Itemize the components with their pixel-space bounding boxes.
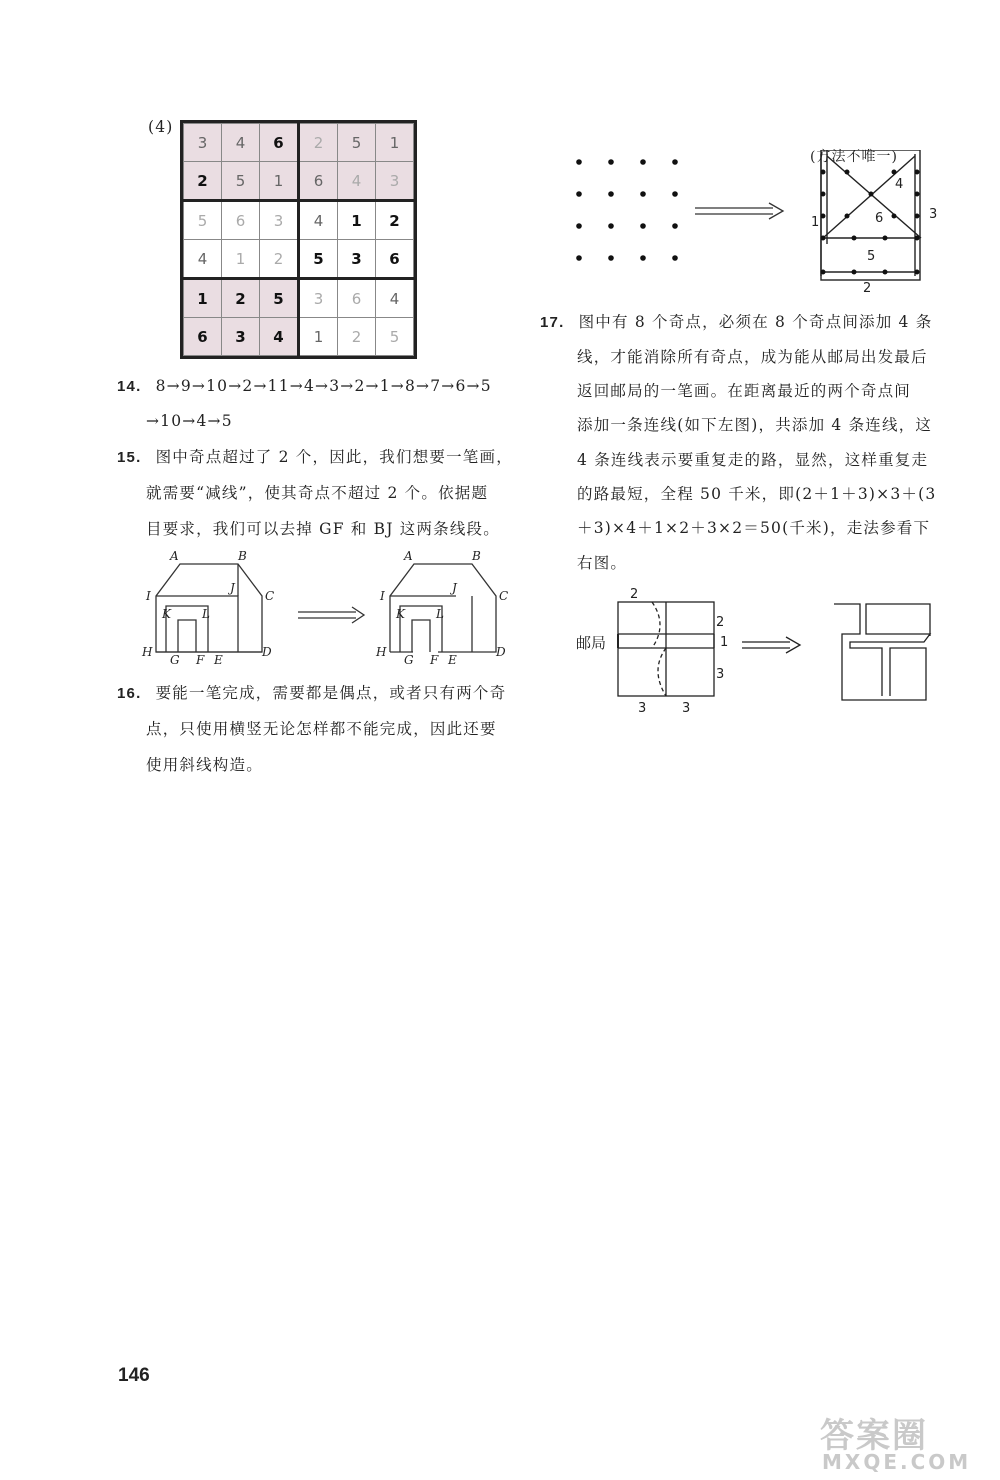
sudoku-cell: 4 — [376, 279, 414, 318]
grid-dot — [576, 159, 582, 165]
sudoku-cell: 6 — [376, 240, 414, 279]
sudoku-cell: 3 — [338, 240, 376, 279]
dim-3-bottom-left: 3 — [638, 701, 647, 716]
grid-dot — [576, 223, 582, 229]
grid-dot — [640, 159, 646, 165]
answer-line: 就需要“减线”，使其奇点不超过 2 个。依据题 — [146, 484, 489, 502]
answer-line: 的路最短，全程 50 千米，即(2＋1＋3)×3＋(3 — [577, 485, 937, 503]
grid-dot — [608, 191, 614, 197]
answer-line: 要能一笔完成，需要都是偶点，或者只有两个奇 — [155, 684, 507, 702]
post-office-label: 邮局 — [576, 634, 607, 652]
dot-grid-figure — [565, 150, 950, 300]
grid-dot — [576, 191, 582, 197]
sudoku-cell: 2 — [299, 124, 338, 162]
sudoku-cell: 1 — [338, 201, 376, 240]
grid-dot — [640, 255, 646, 261]
grid-dot — [640, 191, 646, 197]
method-note: (方法不唯一) — [810, 149, 898, 165]
label-E: E — [448, 653, 457, 667]
sudoku-cell: 3 — [299, 279, 338, 318]
answer-line: 使用斜线构造。 — [146, 756, 263, 774]
watermark-logo: 答案圈 — [820, 1416, 928, 1456]
grid-dot — [608, 223, 614, 229]
grid-dot — [576, 255, 582, 261]
sudoku-cell: 2 — [260, 240, 299, 279]
page-number: 146 — [118, 1365, 150, 1386]
house-figures — [138, 544, 518, 672]
answer-line: 点，只使用横竖无论怎样都不能完成，因此还要 — [146, 720, 497, 738]
question-number: 15. — [117, 449, 142, 466]
label-F: F — [196, 653, 205, 667]
question-15 — [117, 442, 513, 473]
answer-line: 4 条连线表示要重复走的路，显然，这样重复走 — [577, 451, 929, 469]
label-E: E — [214, 653, 223, 667]
label-G: G — [170, 653, 180, 667]
sudoku-cell: 3 — [260, 201, 299, 240]
label-C: C — [499, 589, 509, 603]
sudoku-grid — [180, 120, 417, 359]
grid-dot — [672, 191, 678, 197]
sudoku-cell: 4 — [299, 201, 338, 240]
sudoku-cell: 2 — [222, 279, 260, 318]
sudoku-cell: 2 — [184, 162, 222, 201]
label-H: H — [142, 645, 153, 659]
sudoku-cell: 1 — [376, 124, 414, 162]
label-I: I — [380, 589, 385, 603]
label-C: C — [265, 589, 275, 603]
sudoku-label: (4) — [148, 118, 174, 136]
question-14 — [117, 371, 492, 402]
fig-label-6: 6 — [875, 211, 884, 226]
sudoku-cell: 5 — [338, 124, 376, 162]
label-K: K — [396, 607, 405, 621]
sudoku-cell: 5 — [299, 240, 338, 279]
fig-label-2: 2 — [863, 281, 872, 296]
sudoku-cell: 4 — [184, 240, 222, 279]
sudoku-cell: 6 — [184, 318, 222, 356]
answer-line: 8→9→10→2→11→4→3→2→1→8→7→6→5 — [155, 377, 492, 395]
grid-dot — [608, 159, 614, 165]
fig-label-5: 5 — [867, 249, 876, 264]
answer-line: 线，才能消除所有奇点，成为能从邮局出发最后 — [577, 348, 928, 366]
answer-line: 目要求，我们可以去掉 GF 和 BJ 这两条线段。 — [146, 520, 500, 538]
answer-line: 添加一条连线(如下左图)，共添加 4 条连线，这 — [577, 416, 933, 434]
fig-label-4: 4 — [895, 177, 904, 192]
label-G: G — [404, 653, 414, 667]
sudoku-cell: 6 — [260, 124, 299, 162]
dim-3-right: 3 — [716, 667, 725, 682]
sudoku-cell: 1 — [299, 318, 338, 356]
sudoku-cell: 2 — [338, 318, 376, 356]
question-number: 14. — [117, 378, 142, 395]
sudoku-cell: 3 — [184, 124, 222, 162]
label-A: A — [404, 549, 413, 563]
label-J: J — [230, 581, 235, 595]
sudoku-cell: 6 — [299, 162, 338, 201]
question-number: 16. — [117, 685, 142, 702]
answer-line: 图中有 8 个奇点，必须在 8 个奇点间添加 4 条 — [578, 313, 933, 331]
dim-1: 1 — [720, 635, 729, 650]
sudoku-cell: 3 — [376, 162, 414, 201]
sudoku-cell: 5 — [184, 201, 222, 240]
label-B: B — [472, 549, 481, 563]
watermark-url: MXQE.COM — [822, 1450, 972, 1474]
grid-dot — [608, 255, 614, 261]
sudoku-cell: 5 — [222, 162, 260, 201]
answer-line: →10→4→5 — [146, 412, 233, 430]
grid-dot — [672, 159, 678, 165]
answer-line: 图中奇点超过了 2 个，因此，我们想要一笔画， — [155, 448, 513, 466]
answer-line: ＋3)×4＋1×2＋3×2＝50(千米)，走法参看下 — [577, 519, 931, 537]
answer-line: 返回邮局的一笔画。在距离最近的两个奇点间 — [577, 382, 912, 400]
label-B: B — [238, 549, 247, 563]
label-J: J — [452, 581, 457, 595]
fig-label-3: 3 — [929, 207, 938, 222]
sudoku-cell: 6 — [222, 201, 260, 240]
sudoku-cell: 1 — [184, 279, 222, 318]
sudoku-cell: 5 — [376, 318, 414, 356]
label-L: L — [202, 607, 210, 621]
sudoku-cell: 5 — [260, 279, 299, 318]
question-17 — [540, 307, 932, 338]
grid-dot — [640, 223, 646, 229]
label-F: F — [430, 653, 439, 667]
label-D: D — [262, 645, 272, 659]
dim-3-bottom-right: 3 — [682, 701, 691, 716]
grid-dot — [672, 223, 678, 229]
sudoku-cell: 3 — [222, 318, 260, 356]
dim-2-right: 2 — [716, 615, 725, 630]
answer-line: 右图。 — [577, 554, 628, 572]
sudoku-cell: 2 — [376, 201, 414, 240]
sudoku-cell: 4 — [338, 162, 376, 201]
dim-2-top: 2 — [630, 587, 639, 602]
label-I: I — [146, 589, 151, 603]
sudoku-cell: 4 — [260, 318, 299, 356]
label-K: K — [162, 607, 171, 621]
question-16 — [117, 678, 506, 709]
label-H: H — [376, 645, 387, 659]
grid-dot — [672, 255, 678, 261]
question-number: 17. — [540, 314, 565, 331]
fig-label-1: 1 — [811, 215, 820, 230]
post-office-figure — [612, 584, 952, 719]
sudoku-cell: 4 — [222, 124, 260, 162]
sudoku-cell: 1 — [222, 240, 260, 279]
label-A: A — [170, 549, 179, 563]
label-L: L — [436, 607, 444, 621]
sudoku-cell: 6 — [338, 279, 376, 318]
sudoku-cell: 1 — [260, 162, 299, 201]
label-D: D — [496, 645, 506, 659]
